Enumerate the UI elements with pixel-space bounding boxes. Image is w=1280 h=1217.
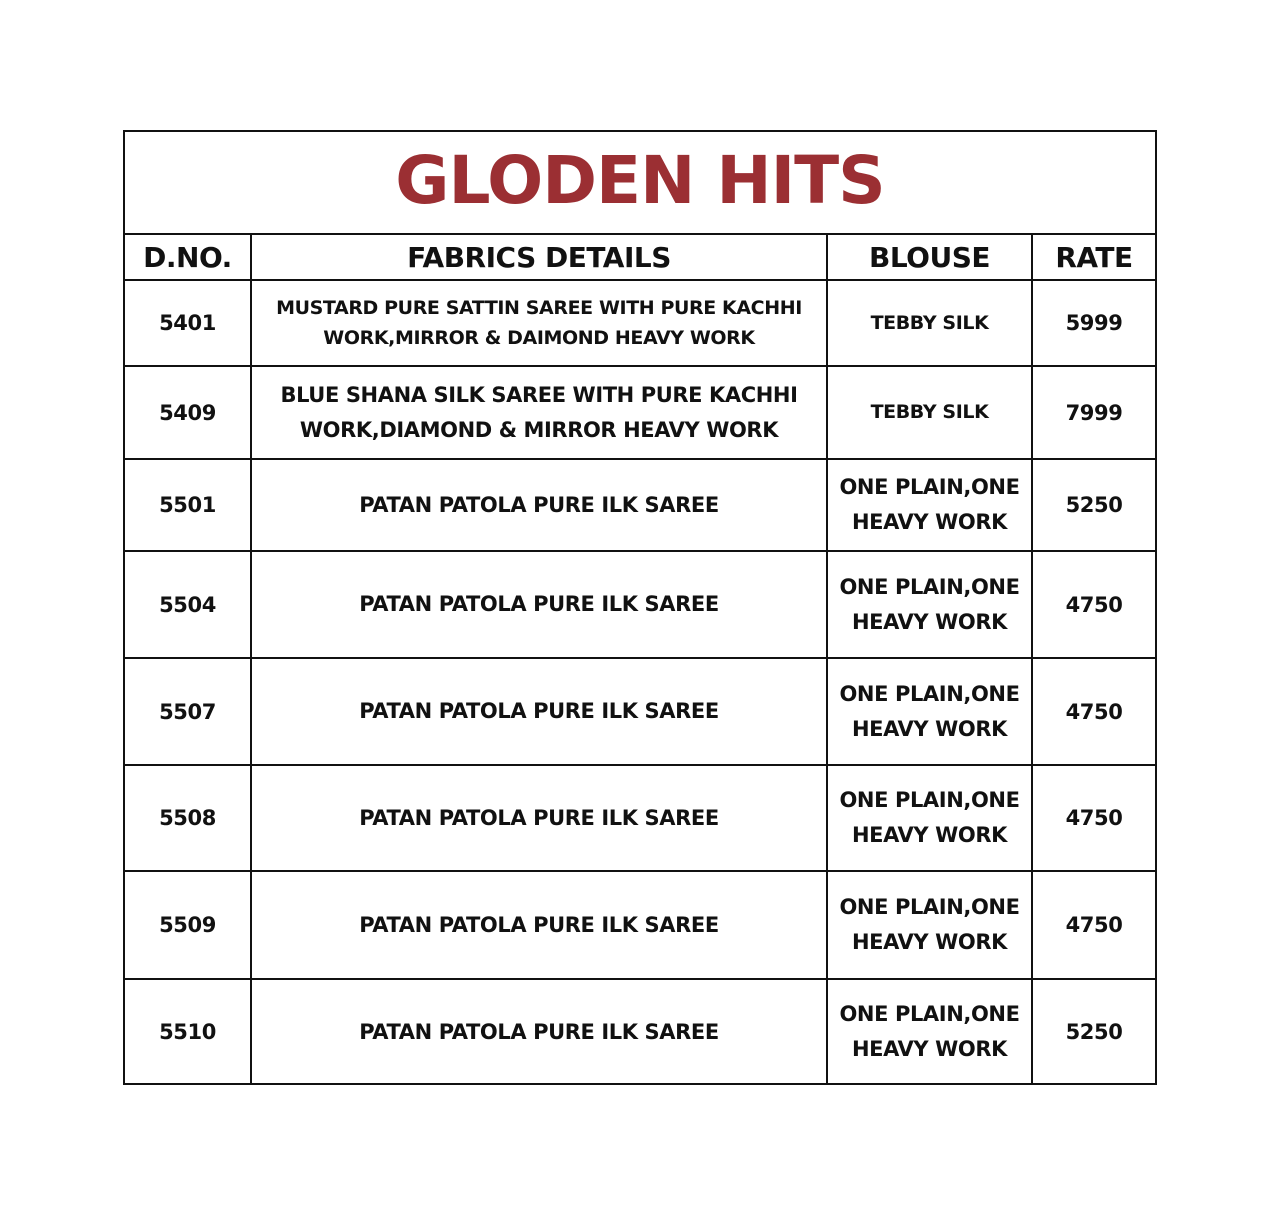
rate: 4750	[1032, 658, 1155, 765]
fabric-details-line: PATAN PATOLA PURE ILK SAREE	[359, 699, 719, 723]
design-number: 5508	[125, 765, 251, 871]
blouse-line: ONE PLAIN,ONE	[839, 895, 1020, 919]
fabric-details	[251, 459, 827, 551]
fabric-details-line: PATAN PATOLA PURE ILK SAREE	[359, 912, 719, 937]
rate: 4750	[1032, 551, 1155, 658]
fabric-details	[251, 979, 827, 1084]
table-row	[125, 366, 1155, 459]
header-rate: RATE	[1032, 235, 1155, 280]
blouse-line: HEAVY WORK	[852, 1037, 1007, 1061]
design-number: 5507	[125, 658, 251, 765]
rate: 7999	[1032, 366, 1155, 459]
design-number: 5504	[125, 551, 251, 658]
header-row	[125, 235, 1155, 280]
table-row	[125, 658, 1155, 765]
fabric-details	[251, 765, 827, 871]
blouse-type	[827, 280, 1032, 366]
fabric-details-line: PATAN PATOLA PURE ILK SAREE	[359, 592, 719, 616]
title-row	[125, 132, 1155, 235]
design-number: 5501	[125, 459, 251, 551]
table-row	[125, 551, 1155, 658]
design-number: 5509	[125, 871, 251, 979]
fabric-details-line: WORK,DIAMOND & MIRROR HEAVY WORK	[299, 417, 779, 442]
fabric-details	[251, 871, 827, 979]
blouse-line: ONE PLAIN,ONE	[839, 574, 1020, 599]
header-dno: D.NO.	[125, 235, 251, 280]
fabric-details-line: BLUE SHANA SILK SAREE WITH PURE KACHHI	[280, 382, 798, 407]
collection-title: GLODEN HITS	[395, 141, 885, 219]
rate: 4750	[1032, 765, 1155, 871]
fabric-details-line: PATAN PATOLA PURE ILK SAREE	[359, 492, 719, 517]
rate: 5999	[1032, 280, 1155, 366]
blouse-type	[827, 765, 1032, 871]
design-number: 5401	[125, 280, 251, 366]
design-number: 5409	[125, 366, 251, 459]
price-table	[125, 235, 1155, 1084]
blouse-line: HEAVY WORK	[852, 510, 1007, 534]
blouse-type	[827, 459, 1032, 551]
table-row	[125, 280, 1155, 366]
rate: 4750	[1032, 871, 1155, 979]
blouse-line: HEAVY WORK	[852, 609, 1007, 634]
blouse-line: ONE PLAIN,ONE	[839, 681, 1020, 706]
blouse-type	[827, 551, 1032, 658]
rate: 5250	[1032, 979, 1155, 1084]
blouse-line: TEBBY SILK	[870, 401, 989, 423]
header-blouse: BLOUSE	[827, 235, 1032, 280]
fabric-details-line: WORK,MIRROR & DAIMOND HEAVY WORK	[323, 327, 755, 349]
blouse-type	[827, 366, 1032, 459]
design-number: 5510	[125, 979, 251, 1084]
fabric-details	[251, 658, 827, 765]
blouse-line: ONE PLAIN,ONE	[839, 788, 1020, 812]
fabric-details-line: PATAN PATOLA PURE ILK SAREE	[359, 805, 719, 830]
blouse-type	[827, 871, 1032, 979]
blouse-type	[827, 658, 1032, 765]
fabric-details	[251, 366, 827, 459]
blouse-line: ONE PLAIN,ONE	[839, 1002, 1020, 1026]
fabric-details-line: MUSTARD PURE SATTIN SAREE WITH PURE KACHHI	[276, 297, 802, 319]
fabric-details	[251, 551, 827, 658]
rate: 5250	[1032, 459, 1155, 551]
table-row	[125, 765, 1155, 871]
price-list-sheet	[123, 130, 1157, 1085]
fabric-details-line: PATAN PATOLA PURE ILK SAREE	[359, 1019, 719, 1044]
header-fabric-details: FABRICS DETAILS	[251, 235, 827, 280]
table-row	[125, 459, 1155, 551]
blouse-line: ONE PLAIN,ONE	[839, 475, 1020, 499]
blouse-line: HEAVY WORK	[852, 823, 1007, 847]
table-row	[125, 871, 1155, 979]
blouse-line: HEAVY WORK	[852, 716, 1007, 741]
blouse-type	[827, 979, 1032, 1084]
table-row	[125, 979, 1155, 1084]
blouse-line: TEBBY SILK	[870, 311, 989, 334]
fabric-details	[251, 280, 827, 366]
blouse-line: HEAVY WORK	[852, 930, 1007, 954]
